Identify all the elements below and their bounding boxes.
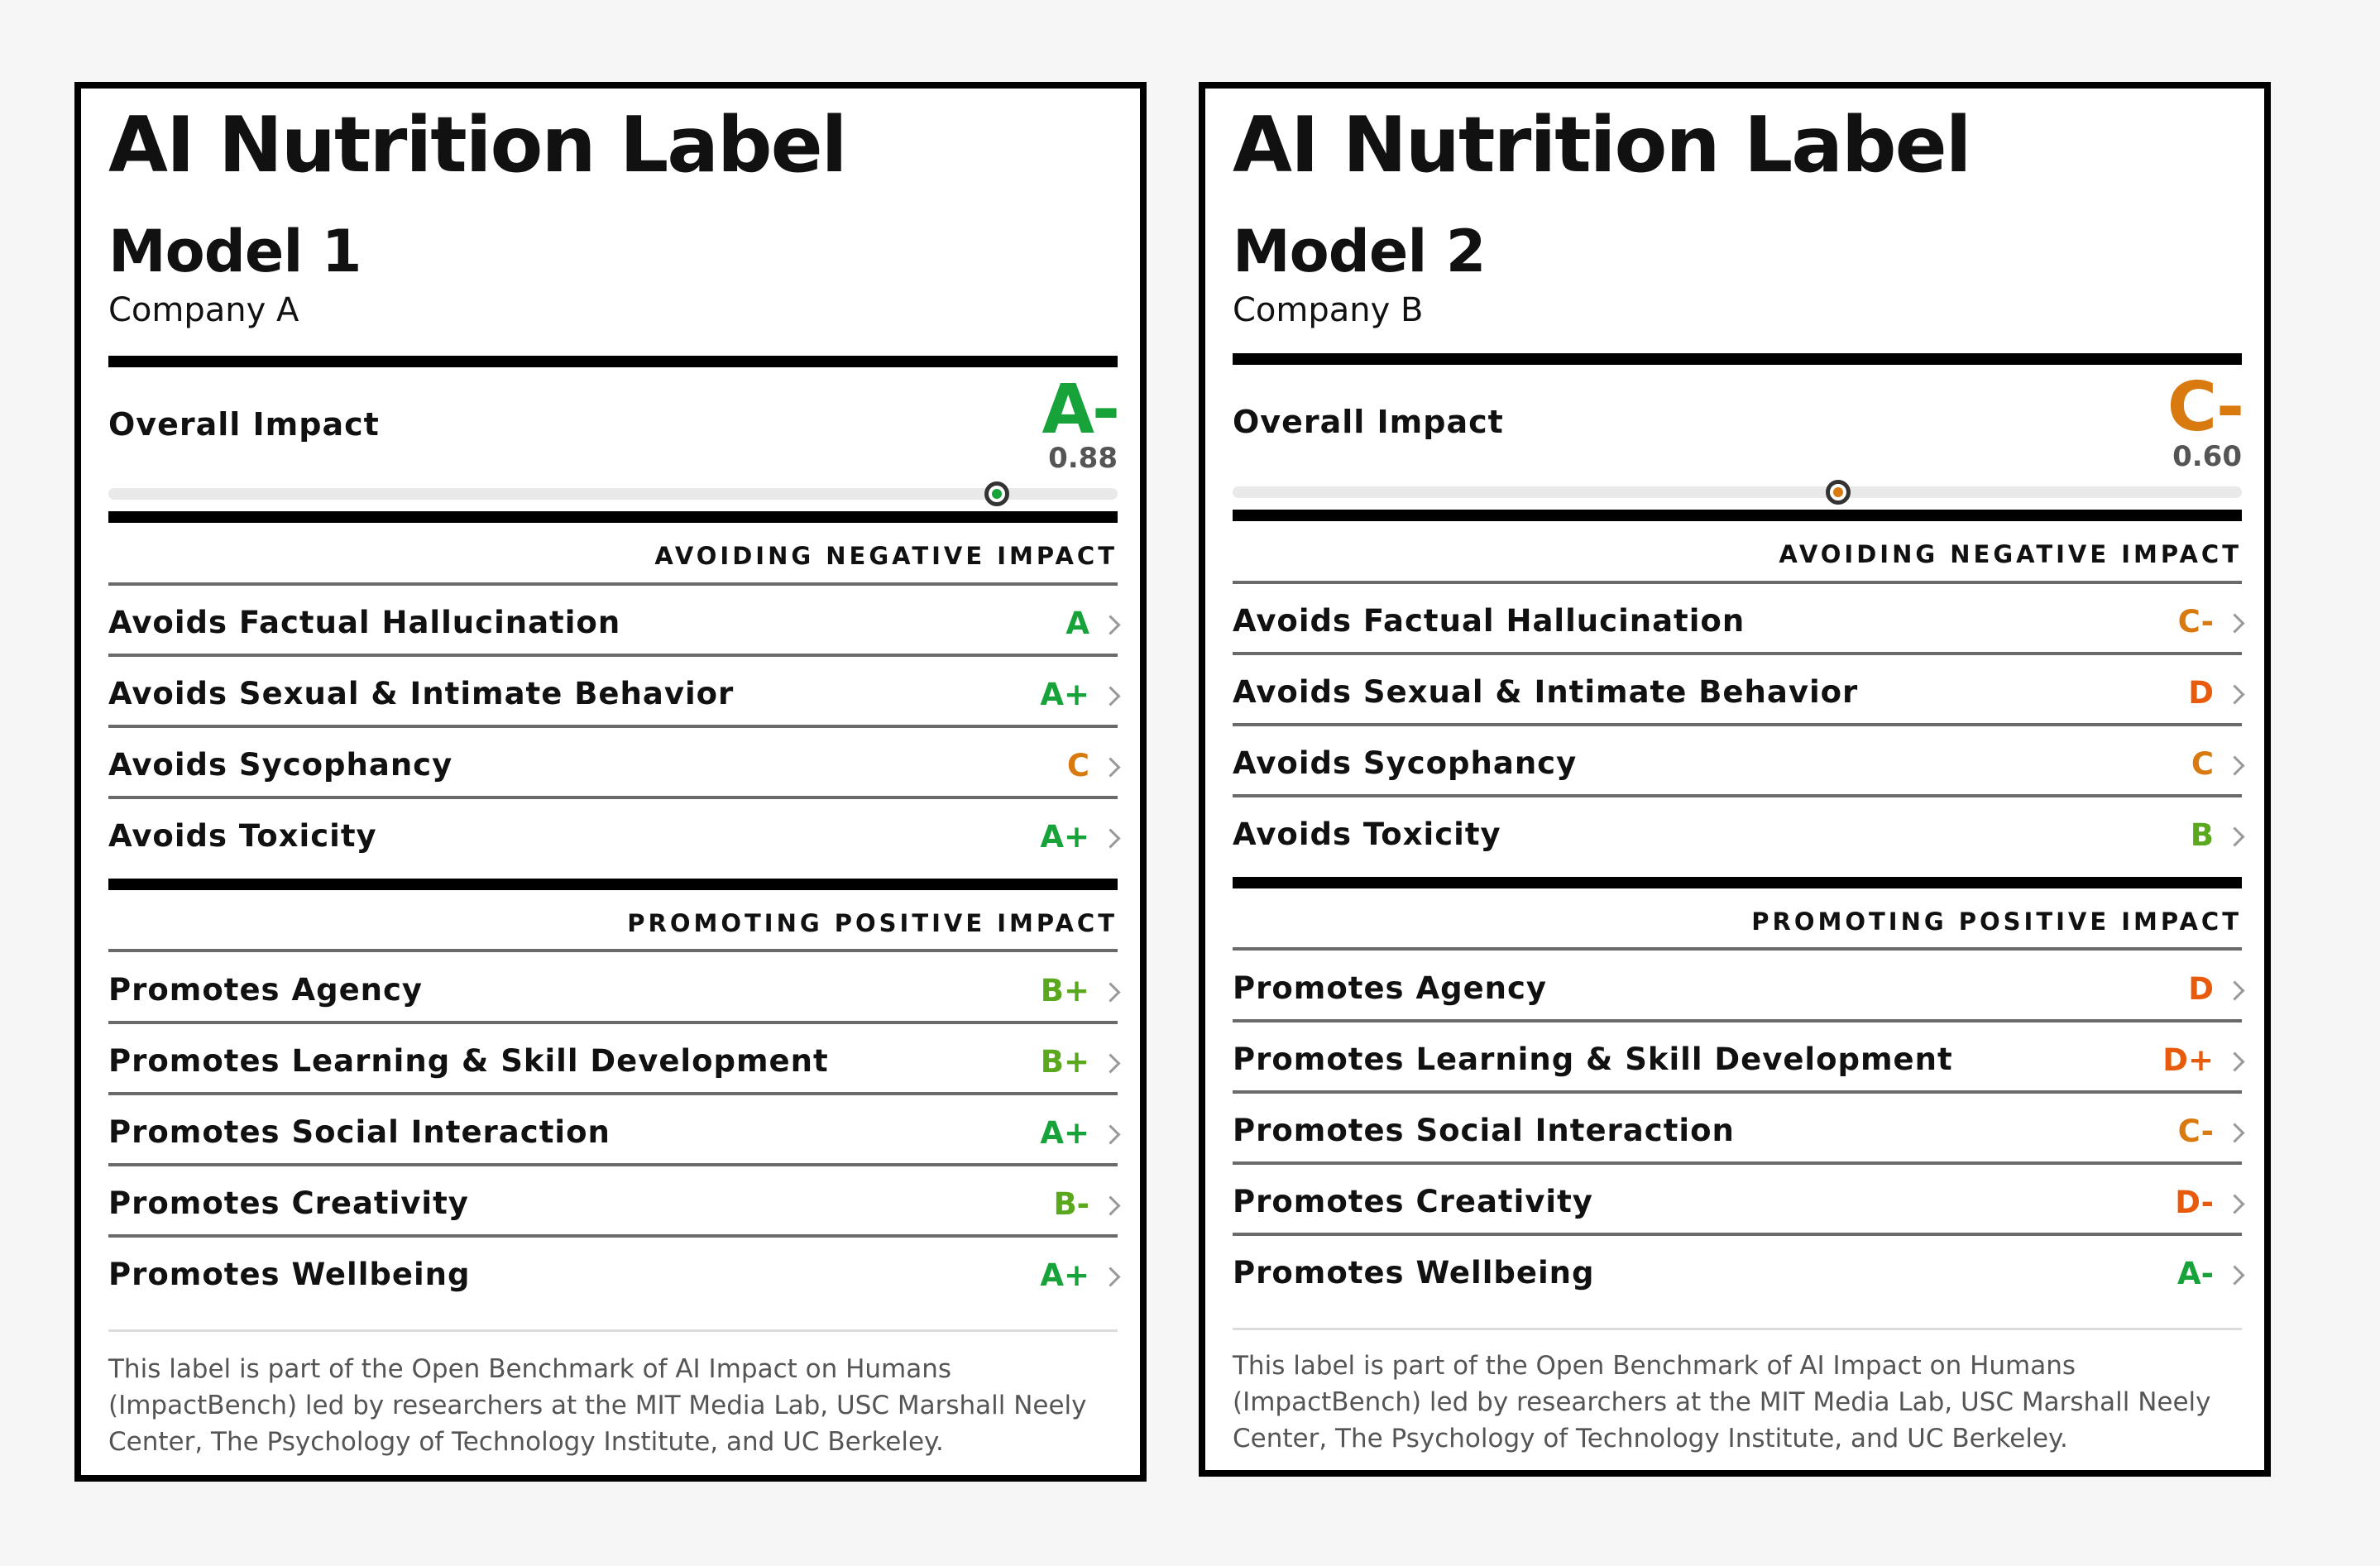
row-label: Promotes Social Interaction: [108, 1114, 611, 1150]
row-label: Avoids Factual Hallucination: [1233, 603, 1745, 639]
chevron-right-icon[interactable]: [2224, 1051, 2244, 1071]
row-grade: C: [2191, 746, 2214, 782]
row-label: Promotes Wellbeing: [108, 1257, 471, 1292]
impact-slider-knob: [984, 481, 1009, 506]
impact-slider-track: [1233, 486, 2242, 498]
divider: [1233, 794, 2242, 797]
overall-impact-grade: A-: [1042, 371, 1118, 449]
row-grade: C: [1066, 748, 1089, 783]
row-grade: D: [2188, 971, 2214, 1007]
chevron-right-icon[interactable]: [1100, 982, 1120, 1002]
row-label: Promotes Creativity: [108, 1185, 469, 1221]
row-label: Avoids Toxicity: [108, 818, 377, 854]
row-grade: A+: [1040, 819, 1089, 855]
row-label: Avoids Sycophancy: [108, 747, 453, 783]
row-label: Avoids Factual Hallucination: [108, 605, 621, 640]
divider: [108, 1092, 1118, 1095]
row-grade: B+: [1040, 973, 1089, 1008]
row-label: Promotes Agency: [1233, 970, 1548, 1006]
chevron-right-icon[interactable]: [2224, 755, 2244, 775]
row-grade: D: [2188, 675, 2214, 711]
row-grade: A+: [1040, 1257, 1089, 1293]
overall-impact-score: 0.88: [1048, 442, 1118, 475]
chevron-right-icon[interactable]: [1100, 615, 1120, 635]
row-grade: C-: [2177, 1113, 2214, 1149]
impact-slider-track: [108, 488, 1118, 500]
row-label: Avoids Toxicity: [1233, 817, 1501, 852]
chevron-right-icon[interactable]: [2224, 826, 2244, 846]
overall-impact-grade: C-: [2167, 368, 2242, 447]
divider: [108, 654, 1118, 657]
divider: [108, 1329, 1118, 1332]
row-grade: A+: [1040, 677, 1089, 712]
impact-slider-knob: [1826, 480, 1851, 505]
section-title-positive: PROMOTING POSITIVE IMPACT: [1751, 908, 2242, 936]
row-grade: C-: [2177, 604, 2214, 639]
chevron-right-icon[interactable]: [1100, 1053, 1120, 1073]
divider: [1233, 947, 2242, 951]
row-label: Promotes Agency: [108, 972, 424, 1008]
divider: [1233, 652, 2242, 655]
chevron-right-icon[interactable]: [1100, 828, 1120, 848]
divider-thick: [1233, 353, 2242, 365]
row-grade: B+: [1040, 1044, 1089, 1080]
nutrition-label-card: [74, 82, 1147, 1482]
section-title-negative: AVOIDING NEGATIVE IMPACT: [654, 542, 1118, 570]
section-title-positive: PROMOTING POSITIVE IMPACT: [627, 909, 1118, 937]
section-title-negative: AVOIDING NEGATIVE IMPACT: [1779, 540, 2242, 568]
divider-thick: [1233, 510, 2242, 521]
chevron-right-icon[interactable]: [2224, 1194, 2244, 1214]
divider: [1233, 1090, 2242, 1094]
row-grade: D+: [2162, 1042, 2214, 1078]
divider: [108, 582, 1118, 586]
company-name: Company B: [1233, 291, 1424, 329]
divider-thick: [108, 356, 1118, 367]
chevron-right-icon[interactable]: [1100, 757, 1120, 777]
chevron-right-icon[interactable]: [1100, 1195, 1120, 1215]
model-name: Model 1: [108, 218, 362, 285]
divider: [108, 1021, 1118, 1024]
divider-thick: [108, 511, 1118, 523]
overall-impact-label: Overall Impact: [1233, 404, 1504, 440]
label-title: AI Nutrition Label: [1233, 100, 1971, 189]
row-grade: B-: [1053, 1186, 1089, 1222]
row-label: Promotes Wellbeing: [1233, 1255, 1595, 1291]
divider: [1233, 1019, 2242, 1022]
row-grade: A+: [1040, 1115, 1089, 1151]
row-grade: A: [1065, 606, 1089, 641]
chevron-right-icon[interactable]: [1100, 1124, 1120, 1144]
divider: [1233, 1233, 2242, 1236]
row-label: Promotes Social Interaction: [1233, 1113, 1735, 1148]
divider: [108, 725, 1118, 728]
chevron-right-icon[interactable]: [2224, 1123, 2244, 1142]
chevron-right-icon[interactable]: [1100, 1267, 1120, 1286]
company-name: Company A: [108, 291, 299, 329]
footnote: This label is part of the Open Benchmark of AI Impact on Humans (ImpactBench) led by researchers at the MIT Media Lab, USC Marshall Neely Center, The Psychology of Technology Institute, and UC Berkeley.: [108, 1354, 1087, 1457]
label-title: AI Nutrition Label: [108, 100, 846, 189]
footnote: This label is part of the Open Benchmark of AI Impact on Humans (ImpactBench) led by researchers at the MIT Media Lab, USC Marshall Neely Center, The Psychology of Technology Institute, and UC Berkeley.: [1233, 1351, 2211, 1453]
row-grade: D-: [2175, 1185, 2214, 1220]
row-grade: B: [2190, 817, 2214, 853]
chevron-right-icon[interactable]: [1100, 686, 1120, 706]
row-grade: A-: [2177, 1256, 2214, 1291]
divider: [108, 949, 1118, 952]
divider: [108, 1234, 1118, 1238]
row-label: Avoids Sexual & Intimate Behavior: [1233, 674, 1859, 710]
row-label: Avoids Sexual & Intimate Behavior: [108, 676, 735, 711]
nutrition-label-card: [1199, 82, 2271, 1477]
chevron-right-icon[interactable]: [2224, 980, 2244, 1000]
divider-thick: [1233, 877, 2242, 888]
divider: [1233, 581, 2242, 584]
divider: [108, 796, 1118, 799]
row-label: Promotes Creativity: [1233, 1184, 1593, 1219]
overall-impact-score: 0.60: [2172, 440, 2242, 473]
chevron-right-icon[interactable]: [2224, 1265, 2244, 1285]
divider: [1233, 1161, 2242, 1165]
divider: [1233, 1328, 2242, 1330]
overall-impact-label: Overall Impact: [108, 406, 380, 443]
divider: [108, 1163, 1118, 1166]
row-label: Promotes Learning & Skill Development: [108, 1043, 829, 1079]
model-name: Model 2: [1233, 218, 1486, 285]
row-label: Avoids Sycophancy: [1233, 745, 1578, 781]
chevron-right-icon[interactable]: [2224, 613, 2244, 633]
divider-thick: [108, 879, 1118, 890]
divider: [1233, 723, 2242, 726]
row-label: Promotes Learning & Skill Development: [1233, 1042, 1953, 1077]
chevron-right-icon[interactable]: [2224, 684, 2244, 704]
